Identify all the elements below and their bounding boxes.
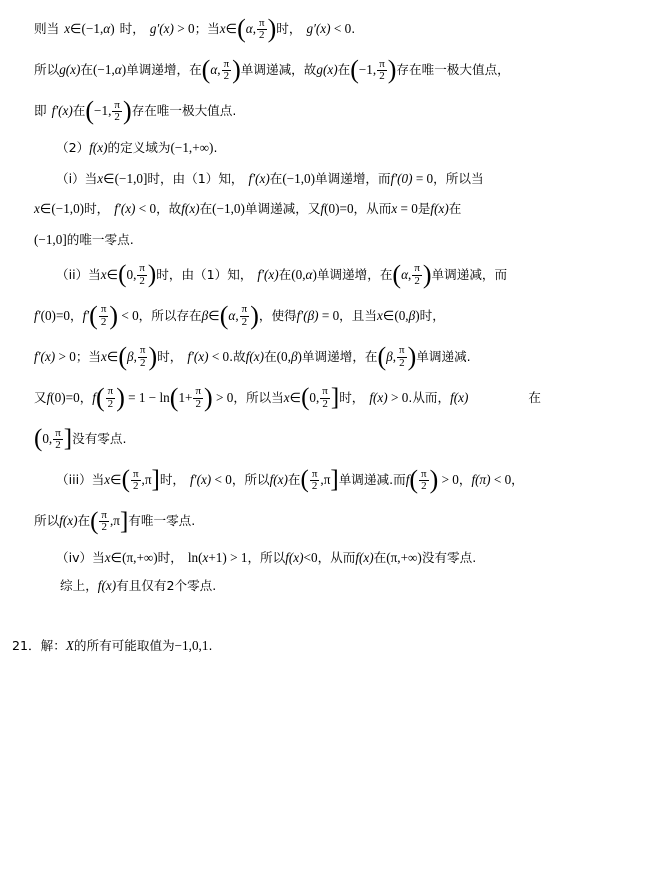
math-x: x bbox=[100, 266, 107, 282]
math-fprime: f′(x) bbox=[190, 472, 212, 488]
text-run: （iv）当 bbox=[56, 550, 105, 566]
text-run: 在 bbox=[80, 62, 94, 78]
math-x: x bbox=[104, 472, 111, 488]
math-interval: (−1,α) bbox=[93, 62, 127, 78]
text-run: 时， bbox=[157, 348, 183, 364]
math-interval: (−1,α) bbox=[81, 21, 115, 37]
math-fprime-beta: f′(β) bbox=[296, 307, 319, 323]
math-X: X bbox=[65, 637, 74, 653]
math-f: f(x) bbox=[430, 201, 449, 217]
text-run: ，所以当 bbox=[433, 170, 484, 186]
math-1-plus-pi2: 1+ $\frac{\pi}{2}$ bbox=[178, 385, 202, 410]
text-run: （i）当 bbox=[56, 170, 98, 186]
text-run: 没有零点. bbox=[421, 550, 477, 566]
text-run: 在 bbox=[77, 513, 91, 529]
math-domain: (−1,+∞) bbox=[170, 140, 214, 156]
paragraph-2 bbox=[34, 55, 610, 85]
math-x: x bbox=[101, 348, 107, 364]
math-f: f(x) bbox=[285, 550, 304, 566]
text-run: ，所以存在 bbox=[138, 307, 202, 323]
math-ln: ln(x+1) > 1 bbox=[187, 550, 248, 566]
math-beta: β bbox=[201, 307, 209, 323]
math-alpha-pi2: α, $\frac{\pi}{2}$ bbox=[401, 262, 420, 287]
bracket-open: ( bbox=[300, 466, 309, 494]
math-0-pi2: 0, $\frac{\pi}{2}$ bbox=[42, 426, 61, 452]
text-run: 在 bbox=[337, 62, 351, 78]
math-pi2-pi: $\frac{\pi}{2}$ ,π bbox=[101, 508, 120, 534]
math-values: −1,0,1 bbox=[174, 637, 209, 653]
text-run: 的唯一零点. bbox=[66, 232, 134, 248]
text-run: .故 bbox=[229, 348, 246, 364]
paren-close: ) bbox=[232, 55, 241, 85]
math-pi2-pi: $\frac{\pi}{2}$ ,π bbox=[132, 467, 152, 493]
text-run: 在 bbox=[528, 390, 542, 406]
text-run: ，使得 bbox=[258, 307, 297, 323]
paren-open: ( bbox=[219, 300, 229, 330]
text-run: ，所以 bbox=[231, 472, 270, 488]
text-run: 的所有可能取值为 bbox=[73, 637, 175, 653]
math-interval: (−1,0) bbox=[212, 201, 245, 217]
math-alpha-pi2: α, $\frac{\pi}{2}$ bbox=[228, 303, 248, 328]
math-g: g(x) bbox=[316, 62, 338, 78]
text-run: 时， bbox=[119, 21, 145, 37]
math-interval: (−1,0) bbox=[51, 201, 85, 217]
text-run: ，从而 bbox=[353, 201, 392, 217]
paragraph-17 bbox=[12, 639, 610, 653]
text-run: 在 bbox=[278, 266, 292, 282]
comma: ， bbox=[79, 390, 93, 406]
text-run: 在 bbox=[264, 348, 277, 364]
paren-open: ( bbox=[95, 383, 105, 413]
math-interval: (−1,0] bbox=[34, 232, 67, 248]
math-x: x bbox=[104, 550, 111, 566]
bracket-close: ] bbox=[119, 507, 129, 535]
math-fprime: f′ bbox=[82, 307, 90, 323]
paren-close: ) bbox=[407, 342, 417, 372]
text-run: 存在唯一极大值点， bbox=[396, 62, 510, 78]
paren-close: ) bbox=[122, 96, 132, 126]
text-run: 单调递增，在 bbox=[316, 266, 393, 282]
comma: ， bbox=[458, 472, 472, 488]
paragraph-5: （i）当x∈(−1,0]时，由（1）知， f′(x)在(−1,0)单调递增，而f′(0) = 0，所以当 bbox=[56, 170, 484, 186]
text-run: 时， bbox=[276, 21, 302, 37]
bracket-close: ] bbox=[330, 466, 339, 494]
math-f0: f bbox=[46, 390, 51, 406]
comma: ， bbox=[511, 472, 524, 488]
math-0-pi2: 0, $\frac{\pi}{2}$ bbox=[309, 385, 328, 410]
math-pi2: $\frac{\pi}{2}$ bbox=[421, 467, 427, 493]
bracket-open: ( bbox=[121, 466, 130, 494]
text-run: ，且当 bbox=[339, 307, 377, 323]
bracket-close: ) bbox=[147, 260, 157, 288]
period: . bbox=[351, 21, 356, 37]
paren-close: ) bbox=[148, 342, 158, 372]
math-fprime: f′(x) bbox=[34, 348, 56, 364]
text-run: ，从而 bbox=[317, 550, 356, 566]
text-run: 时， bbox=[157, 550, 183, 566]
text-run: 单调递增，在 bbox=[301, 348, 378, 364]
text-run: ；当 bbox=[75, 348, 101, 364]
text-run: 在 bbox=[72, 103, 86, 119]
text-run: 单调递增，在 bbox=[126, 62, 202, 78]
text-run: （ii）当 bbox=[56, 266, 101, 282]
paragraph-7 bbox=[34, 233, 610, 247]
text-run: 是 bbox=[417, 201, 431, 217]
text-run: 在 bbox=[199, 201, 213, 217]
math-pi2-pi: $\frac{\pi}{2}$ ,π bbox=[311, 467, 331, 493]
math-x: x bbox=[64, 21, 71, 37]
text-run: 又 bbox=[34, 390, 47, 406]
math-interval: (−1,0) bbox=[282, 170, 316, 186]
paragraph-9: f′(0)=0，f′( $\frac{\pi}{2}$ ) < 0，所以存在β∈(α, $\frac{\pi}{2}$ )，使得f′(β) = 0，且当x∈(0,β)时， bbox=[34, 300, 445, 330]
text-run: 时，由（1）知， bbox=[156, 266, 253, 282]
paragraph-13: （iii）当x∈( $\frac{\pi}{2}$ ,π]时， f′(x) < 0，所以f(x)在( $\frac{\pi}{2}$ ,π]单调递减.而f( $\frac{\pi}{2}$ ) > 0，f(π) < 0， bbox=[56, 465, 524, 495]
paragraph-14 bbox=[34, 507, 610, 535]
math-fprime: f′(x) bbox=[248, 170, 270, 186]
paren-close: ) bbox=[422, 259, 432, 289]
math-f: f(x) bbox=[59, 513, 78, 529]
text-run: ；当 bbox=[194, 21, 220, 37]
paragraph-12 bbox=[34, 425, 610, 453]
math-x: x bbox=[219, 21, 226, 37]
text-run: ，所以当 bbox=[233, 390, 284, 406]
math-neg1-pi2: −1, $\frac{\pi}{2}$ bbox=[94, 98, 120, 124]
text-run: 即 bbox=[34, 103, 47, 119]
math-interval: (0,α) bbox=[291, 266, 317, 282]
text-run: 存在唯一极大值点. bbox=[131, 103, 237, 119]
text-run: ，故 bbox=[156, 201, 182, 217]
question-number: 21．解： bbox=[12, 637, 66, 653]
paragraph-11: 又f(0)=0，f( $\frac{\pi}{2}$ ) = 1 − ln(1+ $\frac{\pi}{2}$ ) > 0，所以当x∈(0, $\frac{\pi}{2}$ ]时， f(x) > 0.从而，f(x) 在 bbox=[34, 383, 542, 413]
math-gprime: g′(x) bbox=[149, 21, 174, 37]
math-fprime0: f′(0) bbox=[390, 170, 413, 186]
math-interval: (0,β) bbox=[276, 348, 302, 364]
paragraph-8: （ii）当x∈(0, $\frac{\pi}{2}$ )时，由（1）知， f′(x)在(0,α)单调递增，在(α, $\frac{\pi}{2}$ )单调递减，而 bbox=[56, 259, 508, 289]
text-run: 有且仅有2个零点. bbox=[116, 577, 217, 593]
paren-close: ) bbox=[116, 383, 125, 413]
comma: ， bbox=[69, 307, 83, 323]
math-interval: (π,+∞) bbox=[386, 550, 422, 566]
paragraph-15: （iv）当x∈(π,+∞)时， ln(x+1) > 1，所以f(x)<0，从而f(x)在(π,+∞)没有零点. bbox=[56, 550, 477, 566]
text-run: 时， bbox=[159, 472, 186, 488]
text-run: 在 bbox=[287, 472, 301, 488]
text-run: （iii）当 bbox=[56, 472, 105, 488]
math-pi2: $\frac{\pi}{2}$ bbox=[107, 385, 114, 410]
math-g: g(x) bbox=[59, 62, 81, 78]
math-fprime: f′(x) bbox=[187, 348, 209, 364]
math-f: f bbox=[92, 390, 96, 406]
math-f: f(x) bbox=[181, 201, 200, 217]
text-run: 没有零点. bbox=[72, 431, 127, 447]
period: . bbox=[213, 140, 218, 156]
math-0-pi2: 0, $\frac{\pi}{2}$ bbox=[126, 262, 145, 287]
math-x: x bbox=[376, 307, 383, 323]
math-interval: (π,+∞) bbox=[122, 550, 158, 566]
paren-open: ( bbox=[409, 465, 419, 495]
math-f-pi: f(π) bbox=[471, 472, 491, 488]
text-run: 单调递增，而 bbox=[315, 170, 391, 186]
text-run: 所以 bbox=[34, 62, 60, 78]
text-run: 则当 bbox=[34, 21, 60, 37]
text-run: 单调递减.而 bbox=[338, 472, 406, 488]
bracket-close: ] bbox=[151, 466, 160, 494]
paren-open: ( bbox=[201, 55, 211, 85]
math-fprime: f′(x) bbox=[51, 103, 73, 119]
math-f: f(x) bbox=[369, 390, 388, 406]
math-f: f(x) bbox=[355, 550, 374, 566]
math-beta-pi2: β, $\frac{\pi}{2}$ bbox=[127, 344, 146, 369]
paragraph-6: x∈(−1,0)时， f′(x) < 0，故f(x)在(−1,0)单调递减，又f(0)=0，从而x = 0是f(x)在 bbox=[34, 201, 462, 217]
math-pi2: $\frac{\pi}{2}$ bbox=[100, 303, 107, 328]
math-f: f(x) bbox=[450, 390, 469, 406]
paren-open: ( bbox=[169, 383, 179, 413]
math-x: x bbox=[283, 390, 290, 406]
math-f: f(x) bbox=[97, 577, 117, 593]
text-run: 时， bbox=[339, 390, 365, 406]
math-fprime: f′(x) bbox=[114, 201, 136, 217]
paren-close: ) bbox=[204, 383, 213, 413]
paren-open: ( bbox=[89, 300, 98, 330]
bracket-open: ( bbox=[90, 507, 99, 535]
text-run: 时，由（1）知， bbox=[147, 170, 244, 186]
text-run: 在 bbox=[448, 201, 462, 217]
paren-close: ) bbox=[387, 55, 397, 85]
math-x: x bbox=[97, 170, 104, 186]
paragraph-16 bbox=[34, 579, 610, 593]
text-run: （2） bbox=[56, 140, 90, 156]
math-x: x bbox=[34, 201, 40, 217]
text-run: 在 bbox=[373, 550, 387, 566]
paren-open: ( bbox=[392, 259, 402, 289]
paren-open: ( bbox=[237, 14, 246, 44]
math-beta-pi2: β, $\frac{\pi}{2}$ bbox=[386, 344, 405, 369]
math-alpha-pi2: α, $\frac{\pi}{2}$ bbox=[210, 57, 230, 83]
paragraph-1: 则当 x∈(−1,α) 时， g′(x) > 0；当x∈(α, $\frac{\pi}{2}$ )时， g′(x) < 0. bbox=[34, 14, 356, 44]
bracket-close: ] bbox=[330, 384, 340, 412]
math-f: f(x) bbox=[89, 140, 108, 156]
text-run: 单调递减，又 bbox=[244, 201, 321, 217]
text-run: 在 bbox=[269, 170, 283, 186]
paragraph-10: f′(x) > 0；当x∈(β, $\frac{\pi}{2}$ )时， f′(x) < 0.故f(x)在(0,β)单调递增，在(β, $\frac{\pi}{2}$ )单调递减. bbox=[34, 342, 471, 372]
math-f: f(x) bbox=[245, 348, 265, 364]
math-f: f(x) bbox=[269, 472, 288, 488]
math-neg1-pi2: −1, $\frac{\pi}{2}$ bbox=[358, 57, 385, 83]
text-run: 时， bbox=[84, 201, 110, 217]
text-run: ，所以 bbox=[247, 550, 286, 566]
paren-open: ( bbox=[377, 342, 387, 372]
paren-open: ( bbox=[350, 55, 359, 85]
text-run: 有唯一零点. bbox=[128, 513, 196, 529]
math-x: x bbox=[391, 201, 398, 217]
math-gprime: g′(x) bbox=[306, 21, 331, 37]
text-run: 单调递减. bbox=[416, 348, 471, 364]
text-run: 综上， bbox=[60, 577, 98, 593]
period: . bbox=[208, 637, 213, 653]
paren-close: ) bbox=[109, 300, 119, 330]
bracket-open: ( bbox=[118, 260, 127, 288]
bracket-open: ( bbox=[301, 384, 310, 412]
paragraph-3 bbox=[34, 96, 610, 126]
text-run: 时， bbox=[419, 307, 445, 323]
math-fprime: f′(x) bbox=[257, 266, 279, 282]
math-interval: (0,β) bbox=[394, 307, 420, 323]
bracket-open: ( bbox=[34, 425, 43, 453]
paren-open: ( bbox=[85, 96, 95, 126]
bracket-close: ] bbox=[63, 425, 73, 453]
text-run: 的定义域为 bbox=[107, 140, 171, 156]
text-run: 所以 bbox=[34, 513, 60, 529]
paren-close: ) bbox=[267, 14, 277, 44]
text-run: 单调递减，而 bbox=[431, 266, 508, 282]
paren-close: ) bbox=[250, 300, 259, 330]
math-f0: f bbox=[320, 201, 325, 217]
text-run: 单调递减，故 bbox=[240, 62, 317, 78]
paragraph-4 bbox=[34, 141, 610, 155]
paren-open: ( bbox=[118, 342, 128, 372]
math-fprime0: f′ bbox=[34, 307, 41, 323]
math-f: f bbox=[405, 472, 410, 488]
text-run: .从而， bbox=[408, 390, 451, 406]
math-alpha-pi2: α, $\frac{\pi}{2}$ bbox=[245, 16, 265, 42]
math-interval: (−1,0] bbox=[114, 170, 148, 186]
paren-close: ) bbox=[429, 465, 439, 495]
